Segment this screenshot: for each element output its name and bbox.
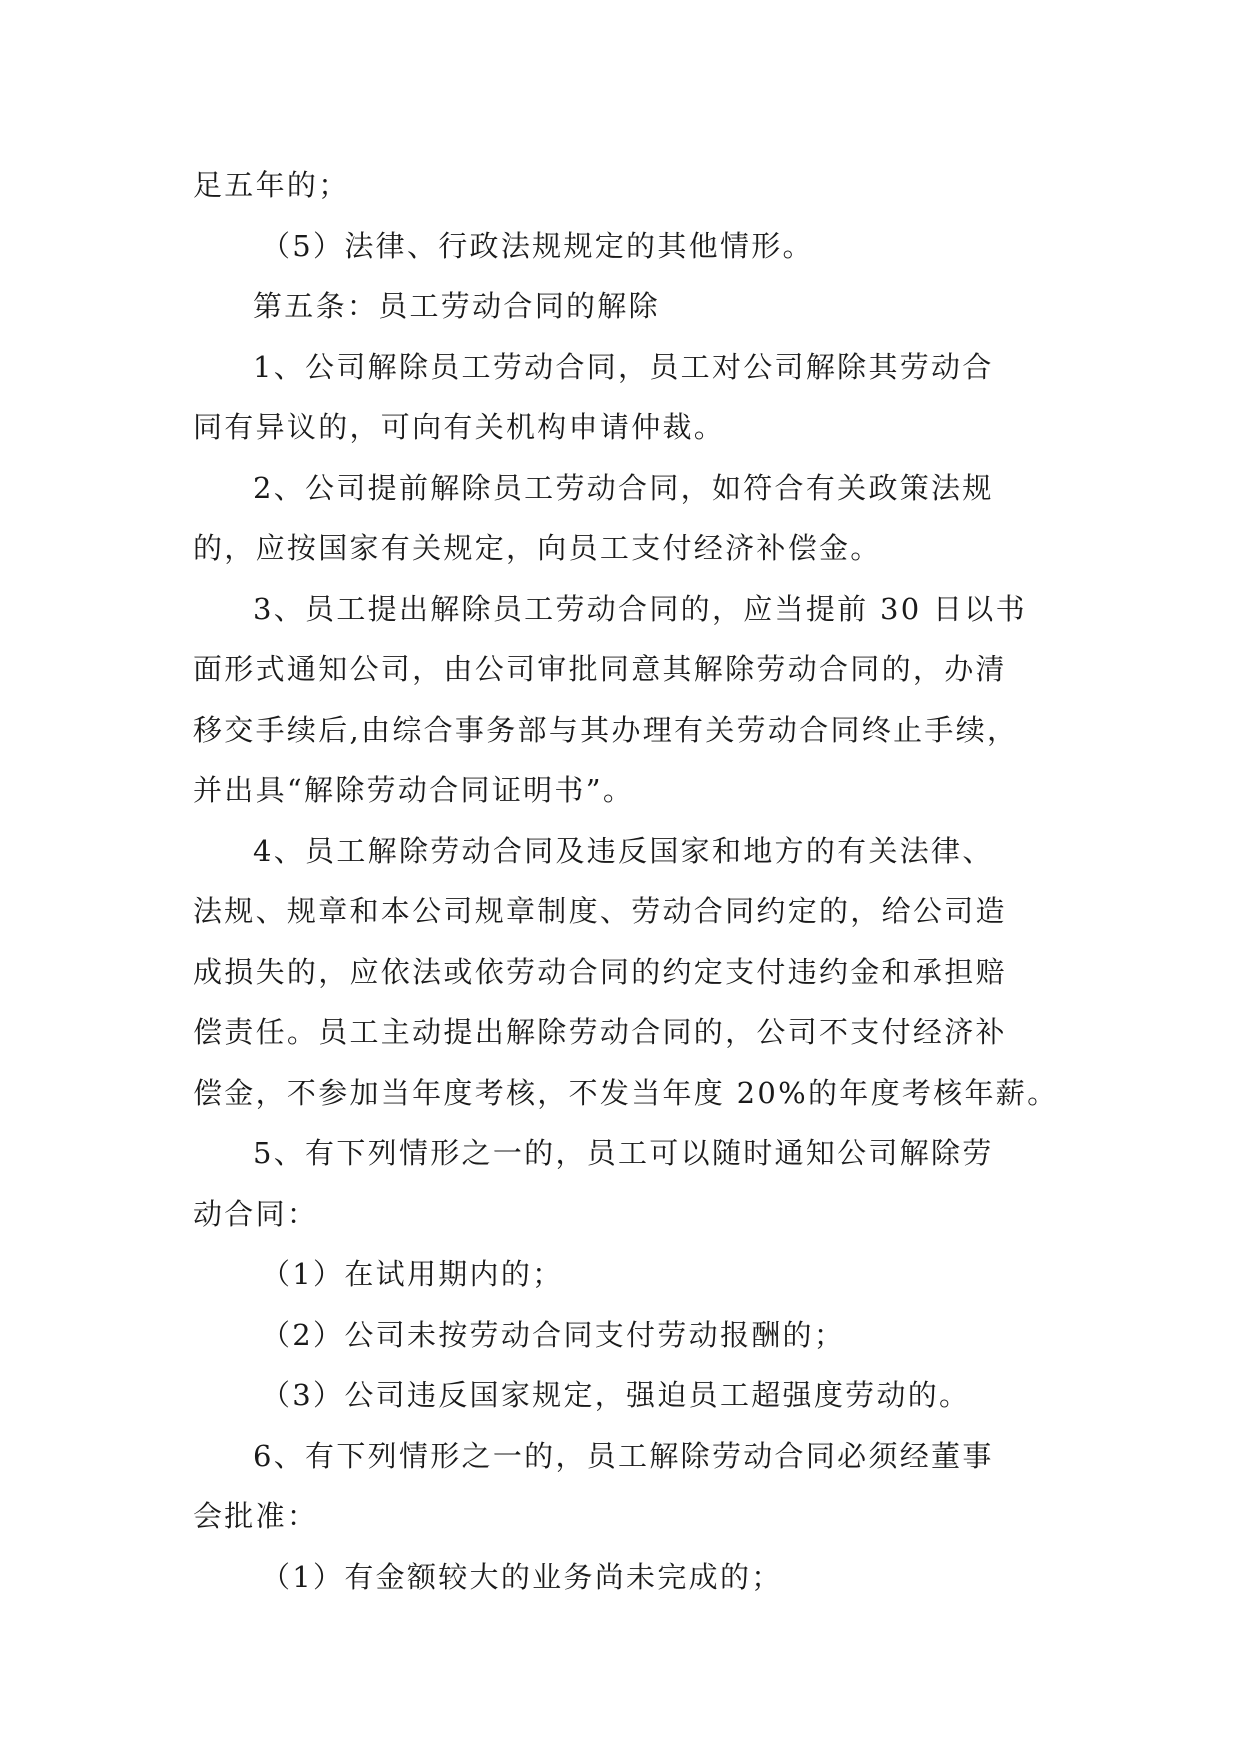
text-line: 5、有下列情形之一的，员工可以随时通知公司解除劳 — [253, 1136, 994, 1170]
text-line: 同有异议的，可向有关机构申请仲裁。 — [193, 410, 726, 444]
text-line: 4、员工解除劳动合同及违反国家和地方的有关法律、 — [253, 833, 994, 868]
section-heading: 第五条：员工劳动合同的解除 — [253, 289, 660, 323]
text-line: （1）在试用期内的； — [261, 1257, 564, 1291]
document-body — [193, 155, 1063, 1607]
text-line: 偿责任。员工主动提出解除劳动合同的，公司不支付经济补 — [193, 1015, 1007, 1049]
text-line: 成损失的，应依法或依劳动合同的约定支付违约金和承担赔 — [193, 954, 1007, 989]
text-line: 法规、规章和本公司规章制度、劳动合同约定的，给公司造 — [193, 894, 1007, 928]
text-line: （5）法律、行政法规规定的其他情形。 — [261, 228, 814, 263]
text-line: （1）有金额较大的业务尚未完成的； — [261, 1559, 783, 1594]
text-line: 偿金，不参加当年度考核，不发当年度 20%的年度考核年薪。 — [193, 1075, 1059, 1110]
text-line: 动合同： — [193, 1196, 319, 1231]
text-line: 3、员工提出解除员工劳动合同的，应当提前 30 日以书 — [253, 591, 1027, 626]
text-line: 会批准： — [193, 1499, 319, 1533]
text-line: 的，应按国家有关规定，向员工支付经济补偿金。 — [193, 531, 882, 565]
text-line: （3）公司违反国家规定，强迫员工超强度劳动的。 — [261, 1378, 971, 1412]
text-line: 并出具“解除劳动合同证明书”。 — [193, 773, 635, 807]
text-line: 1、公司解除员工劳动合同，员工对公司解除其劳动合 — [253, 349, 994, 384]
text-line: 2、公司提前解除员工劳动合同，如符合有关政策法规 — [253, 470, 994, 505]
text-line: （2）公司未按劳动合同支付劳动报酬的； — [261, 1317, 846, 1352]
text-line: 面形式通知公司，由公司审批同意其解除劳动合同的，办清 — [193, 652, 1007, 686]
text-line: 6、有下列情形之一的，员工解除劳动合同必须经董事 — [253, 1438, 994, 1473]
text-line: 足五年的； — [193, 168, 350, 202]
text-line: 移交手续后,由综合事务部与其办理有关劳动合同终止手续， — [193, 712, 1019, 747]
